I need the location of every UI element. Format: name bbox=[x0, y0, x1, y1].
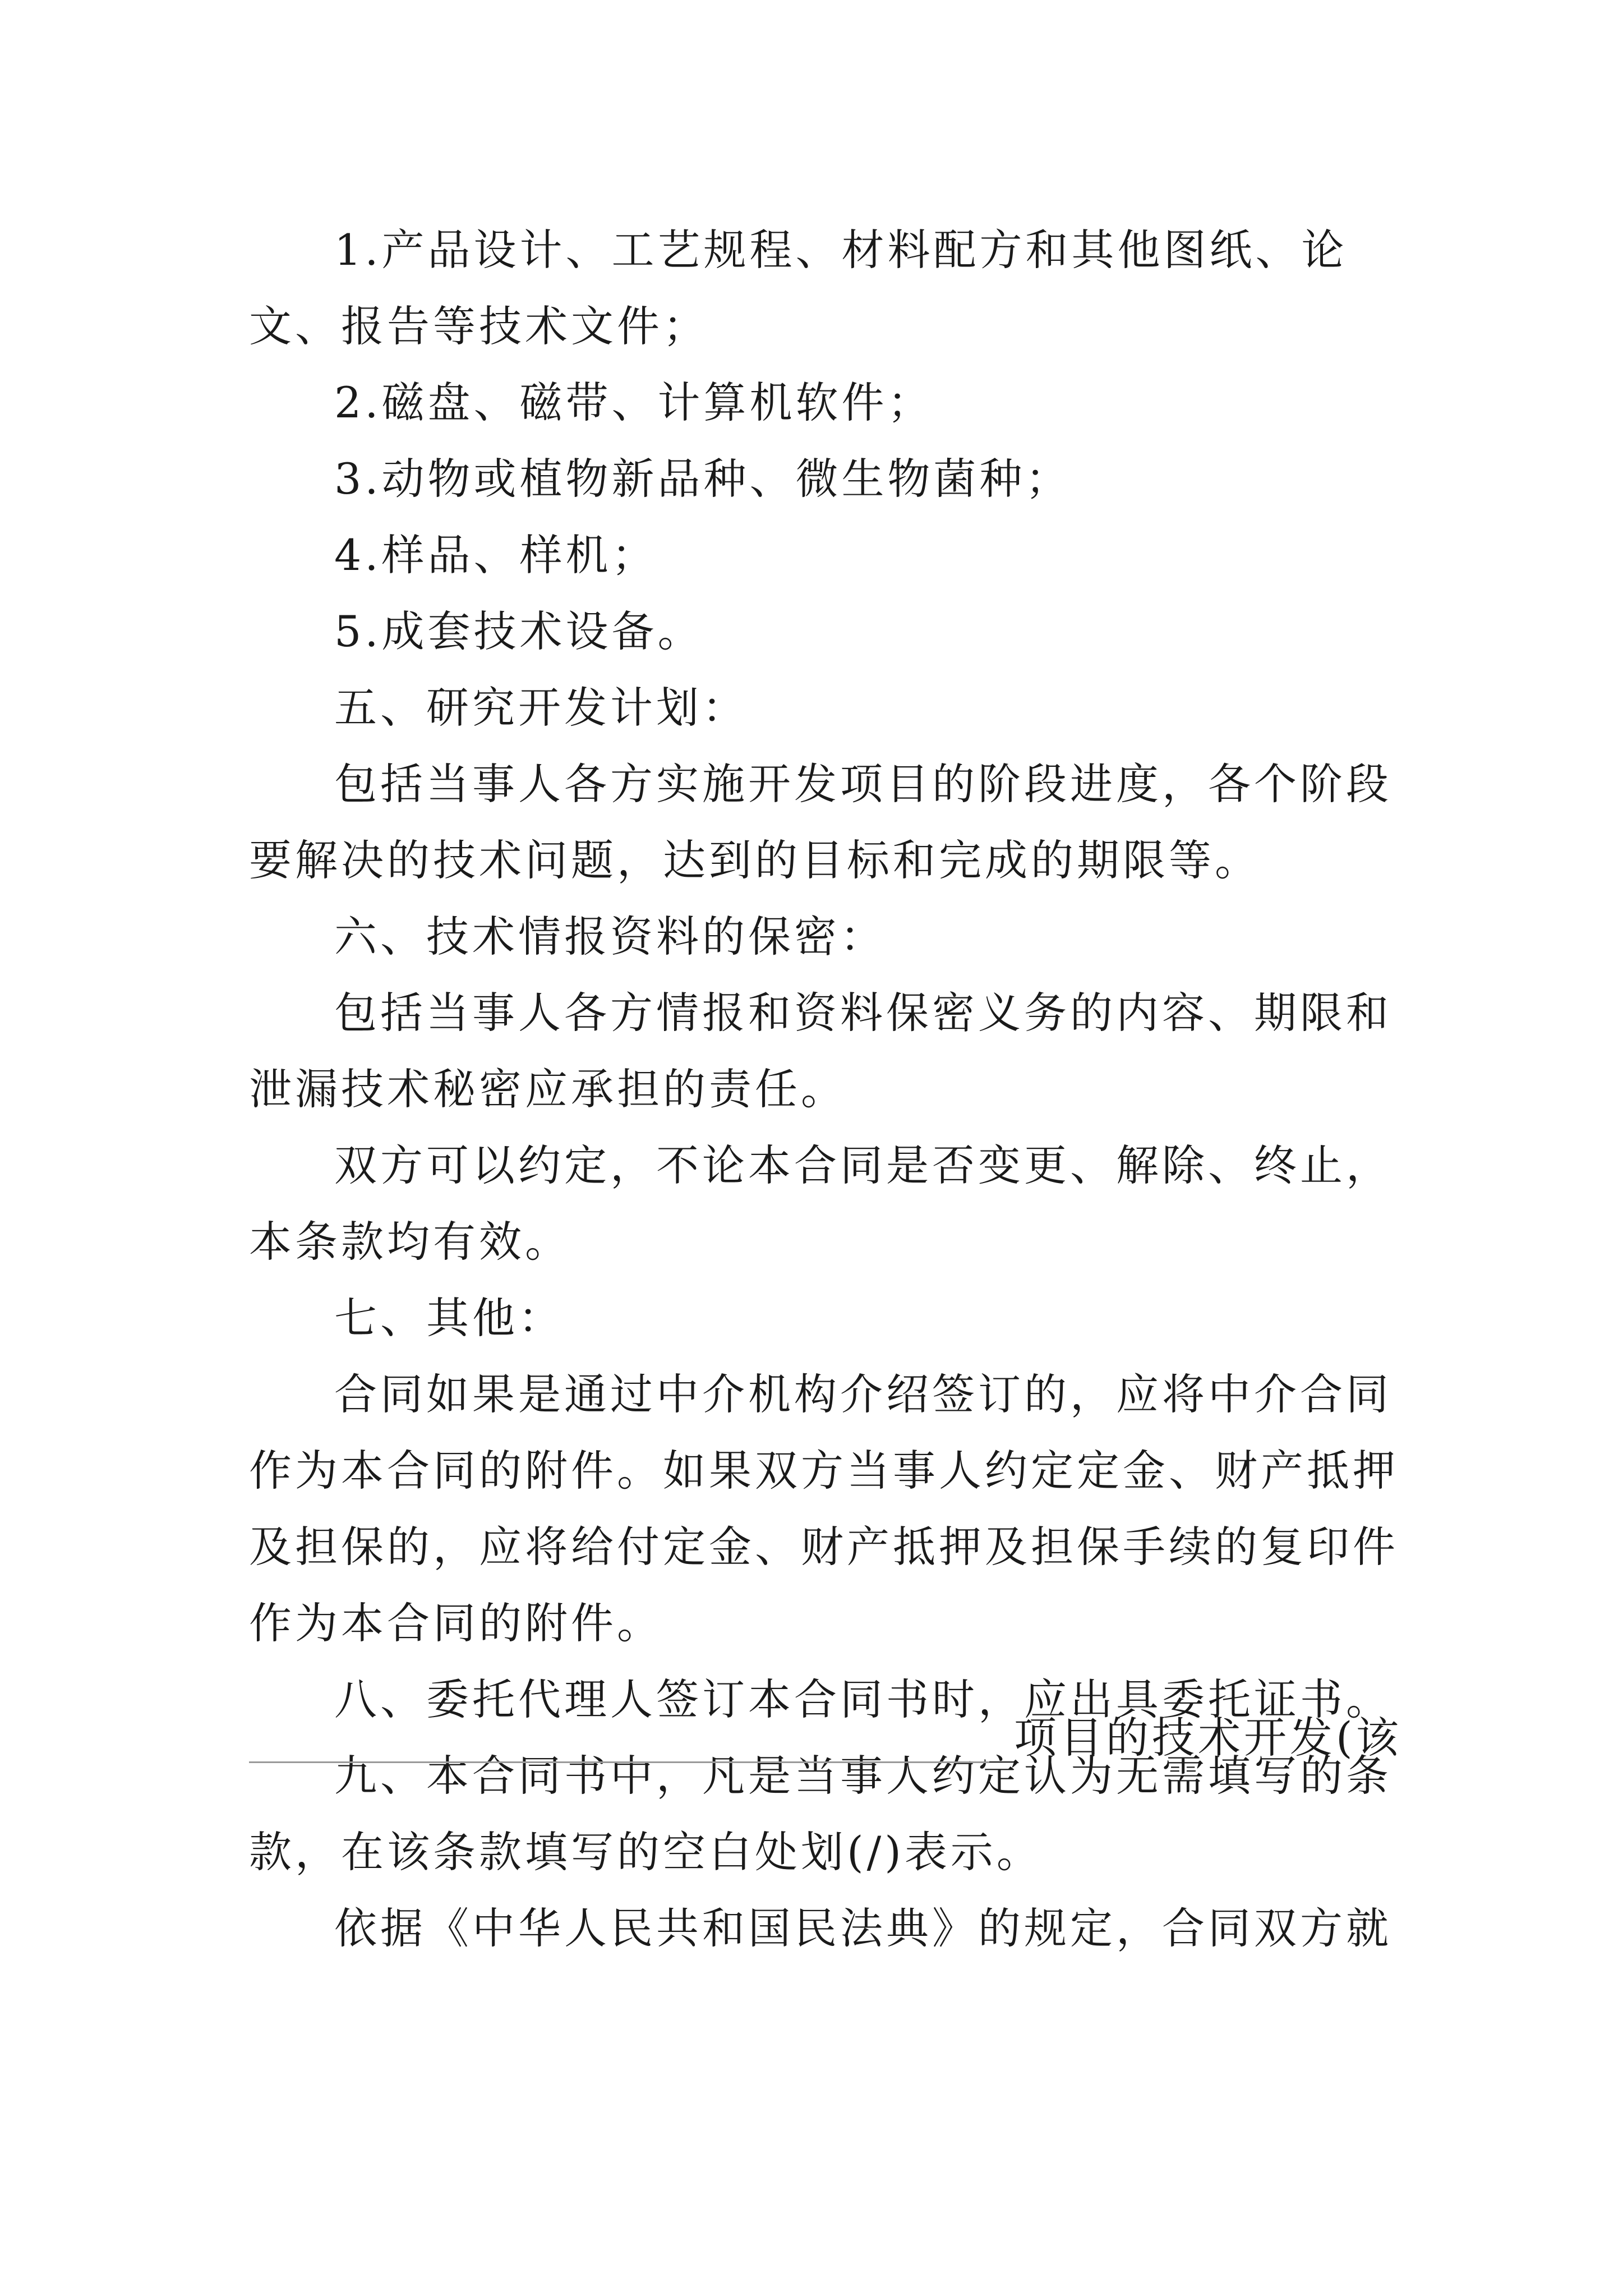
paragraph-section-5: 包括当事人各方实施开发项目的阶段进度，各个阶段要解决的技术问题，达到的目标和完成的期限等。 bbox=[249, 759, 1392, 885]
paragraph-section-6: 包括当事人各方情报和资料保密义务的内容、期限和泄漏技术秘密应承担的责任。 bbox=[249, 988, 1392, 1114]
paragraph-item-1: 1.产品设计、工艺规程、材料配方和其他图纸、论文、报告等技术文件； bbox=[249, 225, 1348, 351]
paragraph-item-2: 2.磁盘、磁带、计算机软件； bbox=[334, 378, 934, 427]
paragraph-section-6-note: 双方可以约定，不论本合同是否变更、解除、终止，本条款均有效。 bbox=[249, 1140, 1392, 1267]
project-line-text: 项目的技术开发(该 bbox=[1014, 1713, 1402, 1763]
section-heading-7: 七、其他： bbox=[334, 1293, 564, 1343]
paragraph-item-4: 4.样品、样机； bbox=[334, 530, 658, 580]
paragraph-legal-basis: 依据《中华人民共和国民法典》的规定，合同双方就 bbox=[334, 1903, 1392, 1953]
project-name-line bbox=[249, 1700, 1415, 1776]
section-heading-9: 九、本合同书中，凡是当事人约定认为无需填写的条款，在该条款填写的空白处划(/)表示。 bbox=[249, 1751, 1392, 1877]
paragraph-item-5: 5.成套技术设备。 bbox=[334, 606, 704, 656]
section-heading-5: 五、研究开发计划： bbox=[334, 683, 748, 733]
paragraph-section-7: 合同如果是通过中介机构介绍签订的，应将中介合同作为本合同的附件。如果双方当事人约定定金、财产抵押及担保的，应将给付定金、财产抵押及担保手续的复印件作为本合同的附件。 bbox=[249, 1369, 1399, 1648]
fill-in-blank-underline bbox=[249, 1761, 989, 1763]
paragraph-item-3: 3.动物或植物新品种、微生物菌种； bbox=[334, 454, 1072, 504]
section-heading-8: 八、委托代理人签订本合同书时，应出具委托证书。 bbox=[334, 1674, 1392, 1724]
section-heading-6: 六、技术情报资料的保密： bbox=[334, 912, 886, 961]
